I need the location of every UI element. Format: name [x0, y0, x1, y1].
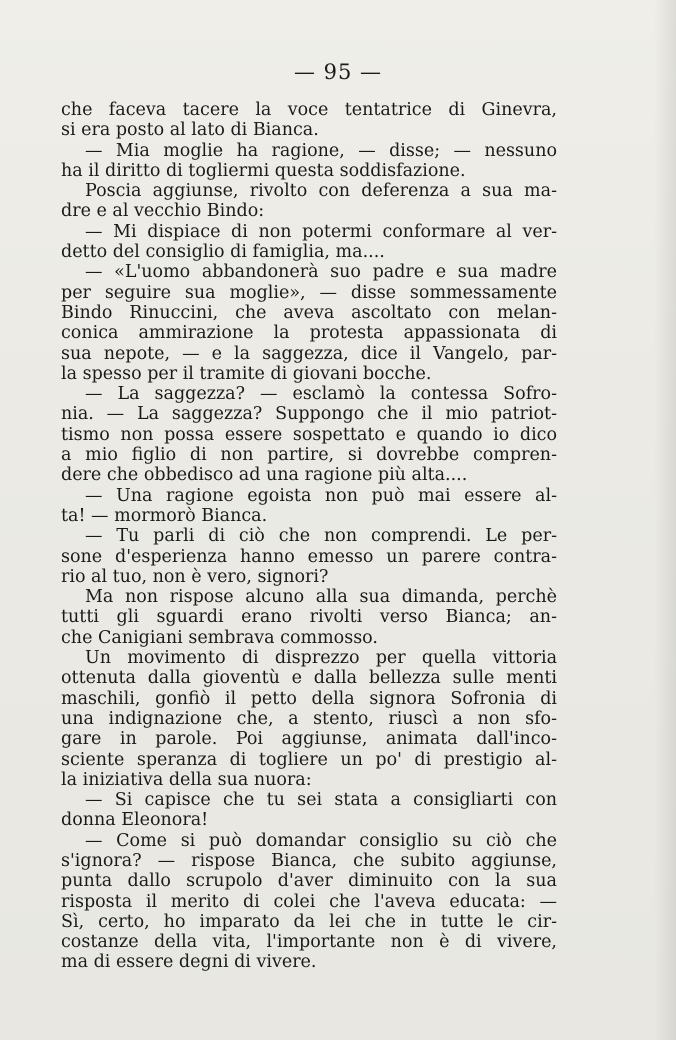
text-line: — Come si può domandar consiglio su ciò che — [85, 830, 557, 851]
text-line: ottenuta dalla gioventù e dalla bellezza sulle menti — [61, 668, 557, 689]
text-line: punta dallo scrupolo d'aver diminuito con la sua — [61, 871, 557, 892]
text-line: — Si capisce che tu sei stata a consigliarti con — [85, 790, 557, 811]
text-line: — Mi dispiace di non potermi conformare al ver- — [85, 221, 557, 242]
text-line: maschili, gonfiò il petto della signora Sofronia di — [61, 688, 557, 709]
text-line: che faceva tacere la voce tentatrice di Ginevra, — [61, 100, 557, 120]
text-line: che Canigiani sembrava commosso. — [61, 627, 378, 648]
text-line: — Mia moglie ha ragione, — disse; — nessuno — [85, 140, 557, 161]
text-line: Sì, certo, ho imparato da lei che in tutte le cir- — [61, 911, 557, 932]
text-line: s'ignora? — rispose Bianca, che subito aggiunse, — [61, 850, 557, 871]
text-line: — La saggezza? — esclamò la contessa Sofro- — [85, 384, 557, 405]
text-line: detto del consiglio di famiglia, ma.... — [61, 242, 385, 263]
text-line: a mio figlio di non partire, si dovrebbe compren- — [61, 445, 557, 466]
page-edge-shadow — [654, 0, 676, 1040]
text-line: la iniziativa della sua nuora: — [61, 769, 312, 790]
text-line: tutti gli sguardi erano rivolti verso Bianca; an- — [61, 607, 557, 628]
text-line: costanze della vita, l'importante non è di vivere, — [61, 932, 557, 953]
text-line: ma di essere degni di vivere. — [61, 952, 317, 973]
text-line: Un movimento di disprezzo per quella vittoria — [85, 648, 557, 669]
text-line: dre e al vecchio Bindo: — [61, 201, 265, 222]
text-line: — Tu parli di ciò che non comprendi. Le per- — [85, 526, 557, 547]
text-line: la spesso per il tramite di giovani bocche. — [61, 363, 432, 384]
text-line: — Una ragione egoista non può mai essere al- — [85, 485, 557, 506]
text-line: nia. — La saggezza? Suppongo che il mio patriot- — [61, 404, 557, 425]
text-line: dere che obbedisco ad una ragione più alta.... — [61, 465, 468, 486]
page-number: — 95 — — [293, 60, 383, 84]
text-line: ha il diritto di togliermi questa soddisfazione. — [61, 160, 466, 181]
text-line: risposta il merito di colei che l'aveva educata: — — [61, 891, 557, 912]
text-line: gare in parole. Poi aggiunse, animata dall'inco- — [61, 729, 557, 750]
text-line: conica ammirazione la protesta appassionata di — [61, 323, 557, 344]
text-line: si era posto al lato di Bianca. — [61, 120, 319, 141]
text-line: una indignazione che, a stento, riuscì a non sfo- — [61, 708, 557, 729]
text-line: donna Eleonora! — [61, 810, 209, 831]
text-line: sciente speranza di togliere un po' di prestigio al- — [61, 749, 557, 770]
text-line: sone d'esperienza hanno emesso un parere contra- — [61, 546, 557, 567]
text-line: — «L'uomo abbandonerà suo padre e sua madre — [85, 262, 557, 283]
text-line: rio al tuo, non è vero, signori? — [61, 566, 329, 587]
text-line: sua nepote, — e la saggezza, dice il Vangelo, par- — [61, 343, 557, 364]
text-line: Ma non rispose alcuno alla sua dimanda, perchè — [85, 587, 557, 608]
body-text — [61, 100, 557, 973]
text-line: tismo non possa essere sospettato e quando io dico — [61, 424, 557, 445]
text-line: Bindo Rinuccini, che aveva ascoltato con melan- — [61, 302, 557, 323]
text-line: per seguire sua moglie», — disse sommessamente — [61, 282, 557, 303]
text-line: ta! — mormorò Bianca. — [61, 505, 268, 526]
text-line: Poscia aggiunse, rivolto con deferenza a sua ma- — [85, 181, 557, 202]
